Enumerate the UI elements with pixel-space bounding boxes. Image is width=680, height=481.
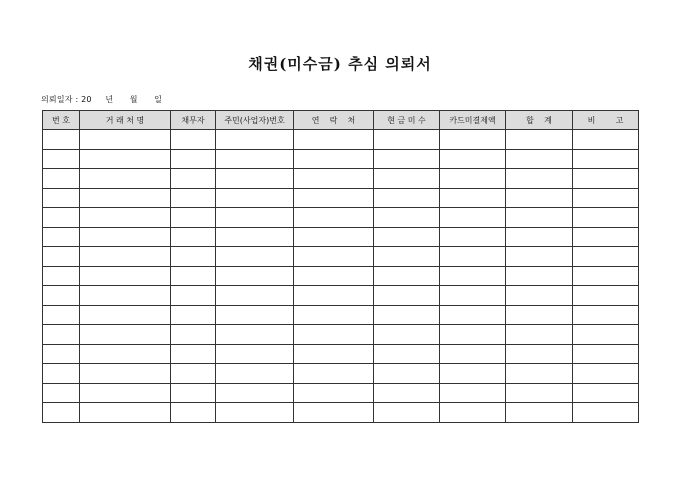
table-cell (80, 344, 171, 364)
table-cell (216, 247, 294, 267)
table-cell (506, 130, 573, 150)
table-cell (440, 130, 506, 150)
table-cell (171, 149, 216, 169)
header-client-name: 거 래 처 명 (80, 111, 171, 130)
table-row (43, 383, 639, 403)
table-cell (294, 208, 374, 228)
table-cell (294, 325, 374, 345)
table-cell (80, 286, 171, 306)
table-cell (80, 364, 171, 384)
table-cell (573, 266, 639, 286)
table-cell (171, 208, 216, 228)
table-cell (294, 169, 374, 189)
table-cell (573, 208, 639, 228)
table-row (43, 227, 639, 247)
table-cell (573, 305, 639, 325)
table-cell (374, 130, 440, 150)
table-cell (374, 266, 440, 286)
table-cell (374, 149, 440, 169)
table-cell (43, 403, 80, 423)
table-row (43, 169, 639, 189)
table-cell (440, 403, 506, 423)
table-cell (506, 169, 573, 189)
table-cell (506, 305, 573, 325)
table-cell (171, 325, 216, 345)
table-cell (506, 286, 573, 306)
table-cell (216, 325, 294, 345)
table-cell (506, 403, 573, 423)
table-cell (573, 130, 639, 150)
table-cell (294, 188, 374, 208)
table-row (43, 286, 639, 306)
table-cell (43, 344, 80, 364)
table-cell (573, 383, 639, 403)
header-number: 번 호 (43, 111, 80, 130)
table-cell (216, 383, 294, 403)
table-cell (171, 364, 216, 384)
table-cell (374, 383, 440, 403)
table-cell (440, 305, 506, 325)
table-cell (171, 286, 216, 306)
table-cell (506, 266, 573, 286)
table-row (43, 266, 639, 286)
table-cell (171, 169, 216, 189)
table-cell (80, 266, 171, 286)
document-title: 채권(미수금) 추심 의뢰서 (248, 55, 432, 73)
header-debtor: 채무자 (171, 111, 216, 130)
table-cell (43, 383, 80, 403)
table-cell (440, 364, 506, 384)
table-cell (43, 149, 80, 169)
table-cell (440, 149, 506, 169)
table-header-row (43, 111, 639, 130)
table-cell (374, 227, 440, 247)
table-cell (216, 266, 294, 286)
table-cell (506, 247, 573, 267)
table-cell (440, 169, 506, 189)
table-cell (294, 286, 374, 306)
table-cell (216, 364, 294, 384)
table-cell (294, 266, 374, 286)
table-cell (440, 188, 506, 208)
table-cell (80, 188, 171, 208)
table-cell (171, 305, 216, 325)
table-cell (80, 227, 171, 247)
table-cell (43, 130, 80, 150)
table-cell (80, 305, 171, 325)
table-cell (440, 266, 506, 286)
table-cell (374, 286, 440, 306)
table-cell (374, 208, 440, 228)
table-cell (573, 188, 639, 208)
table-cell (216, 169, 294, 189)
table-cell (80, 325, 171, 345)
table-cell (506, 383, 573, 403)
table-cell (216, 286, 294, 306)
table-cell (171, 247, 216, 267)
table-cell (374, 247, 440, 267)
table-cell (80, 149, 171, 169)
request-date-line: 의뢰일자 : 20 년 월 일 (41, 95, 163, 104)
table-row (43, 247, 639, 267)
table-row (43, 130, 639, 150)
table-cell (171, 188, 216, 208)
table-cell (374, 169, 440, 189)
table-cell (573, 325, 639, 345)
table-cell (216, 149, 294, 169)
table-cell (573, 364, 639, 384)
table-cell (573, 247, 639, 267)
table-cell (573, 344, 639, 364)
table-cell (374, 188, 440, 208)
table-cell (80, 247, 171, 267)
table-cell (294, 403, 374, 423)
table-cell (43, 305, 80, 325)
table-row (43, 364, 639, 384)
table-cell (216, 227, 294, 247)
table-cell (171, 403, 216, 423)
table-cell (440, 344, 506, 364)
table-cell (374, 305, 440, 325)
table-cell (80, 208, 171, 228)
table-cell (171, 383, 216, 403)
header-registration-number: 주민(사업자)번호 (216, 111, 294, 130)
table-cell (440, 227, 506, 247)
table-row (43, 344, 639, 364)
table-cell (440, 325, 506, 345)
table-cell (43, 247, 80, 267)
table-cell (440, 208, 506, 228)
table-cell (216, 403, 294, 423)
table-cell (506, 227, 573, 247)
table-cell (506, 325, 573, 345)
table-cell (294, 383, 374, 403)
table-cell (440, 383, 506, 403)
table-cell (43, 169, 80, 189)
table-cell (374, 344, 440, 364)
table-cell (573, 403, 639, 423)
table-cell (573, 286, 639, 306)
table-cell (43, 208, 80, 228)
collection-request-table (42, 110, 639, 423)
table-cell (506, 364, 573, 384)
table-row (43, 325, 639, 345)
header-contact: 연 락 처 (294, 111, 374, 130)
table-cell (171, 266, 216, 286)
header-cash-unpaid: 현 금 미 수 (374, 111, 440, 130)
table-cell (43, 325, 80, 345)
table-cell (43, 286, 80, 306)
table-cell (294, 364, 374, 384)
table-cell (294, 130, 374, 150)
table-cell (216, 344, 294, 364)
table-row (43, 305, 639, 325)
table-cell (216, 305, 294, 325)
table-cell (440, 247, 506, 267)
header-remarks: 비 고 (573, 111, 639, 130)
table-cell (43, 364, 80, 384)
table-cell (171, 227, 216, 247)
table-cell (294, 149, 374, 169)
table-cell (573, 227, 639, 247)
header-card-unpaid: 카드미결제액 (440, 111, 506, 130)
table-cell (43, 266, 80, 286)
table-cell (80, 130, 171, 150)
table-cell (374, 403, 440, 423)
table-cell (294, 247, 374, 267)
table-cell (43, 227, 80, 247)
table-cell (80, 383, 171, 403)
table-cell (80, 169, 171, 189)
table-row (43, 149, 639, 169)
table-cell (440, 286, 506, 306)
table-cell (374, 325, 440, 345)
table-cell (573, 169, 639, 189)
table-cell (171, 130, 216, 150)
header-total: 합 계 (506, 111, 573, 130)
table-cell (171, 344, 216, 364)
table-row (43, 208, 639, 228)
table-cell (294, 305, 374, 325)
table-cell (573, 149, 639, 169)
table-cell (294, 344, 374, 364)
table-cell (294, 227, 374, 247)
table-row (43, 188, 639, 208)
table-cell (506, 149, 573, 169)
table-cell (80, 403, 171, 423)
table-row (43, 403, 639, 423)
table-cell (374, 364, 440, 384)
table-cell (216, 208, 294, 228)
table-cell (506, 344, 573, 364)
table-cell (216, 130, 294, 150)
table-cell (506, 208, 573, 228)
table-cell (43, 188, 80, 208)
table-cell (506, 188, 573, 208)
table-cell (216, 188, 294, 208)
